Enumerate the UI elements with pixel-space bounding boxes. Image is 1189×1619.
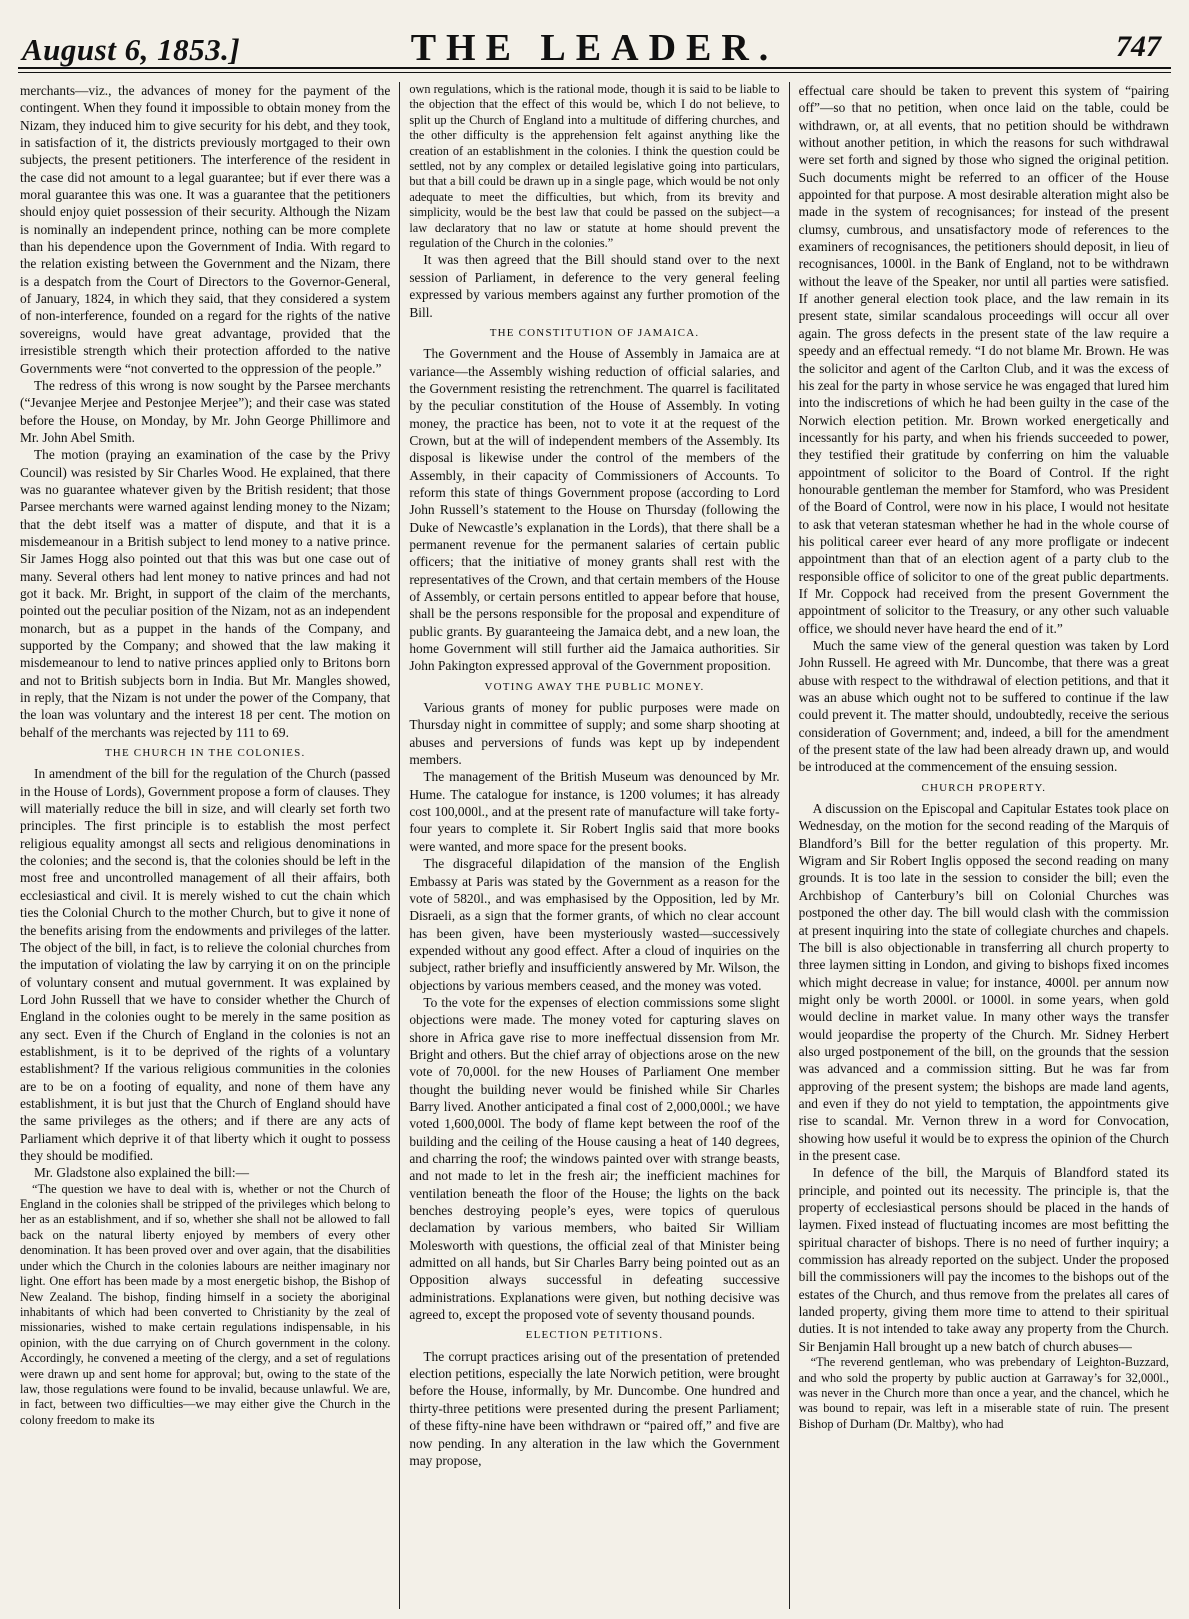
newspaper-title: THE LEADER. xyxy=(410,27,779,69)
column-divider xyxy=(399,82,400,1609)
paragraph: Mr. Gladstone also explained the bill:— xyxy=(34,1165,249,1181)
paragraph: The disgraceful dilapidation of the mansion of the English Embassy at Paris was stated by the Government as a reason for the vote of 5820l., and was emphasised by the Opposition, led by Mr. Disraeli, as a sign that the former grants, of which no clear account has been given, have been mysteriously wasted—successively expended without any good effect. After a cloud of inquiries on the subject, rather briefly and insufficiently answered by Mr. Wilson, the objections by various members ceased, and the money was voted. xyxy=(409,856,780,993)
column-divider xyxy=(789,82,790,1609)
article-columns xyxy=(20,82,1169,1609)
quotation: own regulations, which is the rational mode, though it is said to be liable to the objection that the effect of this would be, which I do not believe, to split up the Church of England into a multitude of differing churches, and the other difficulty is the apprehension felt against anything like the creation of an establishment in the colonies. I think the question could be settled, not by any complex or detailed legislative going into particulars, but that a bill could be drawn up in a single page, which would be not only adequate to meet the difficulties, but which, from its brevity and simplicity, would be the best law that could be passed on the subject—a law declaratory that no law or statute at home should prevent the regulation of the Church in the colonies.” xyxy=(409,82,780,251)
paragraph: merchants—viz., the advances of money for the payment of the contingent. When they found it impossible to obtain money from the Nizam, they induced him to give security for his debt, and they took, in satisfaction of it, the districts previously mortgaged to their own subjects, the present petitioners. The interference of the resident in the case did not amount to a legal guarantee; but if ever there was a moral guarantee this was one. It was a guarantee that the petitioners should enjoy quiet possession of their security. Although the Nizam is nominally an independent prince, nothing can be more complete than his dependence upon the Government of India. With regard to the relation existing between the Government and the Nizam, there is a despatch from the Court of Directors to the Governor-General, of January, 1824, in which they said, that they considered a system of non-interference, founded on a regard for the rights of the native sovereigns, would have great advantage, provided that the irresistible strength which their protection afforded to the native Governments were “not converted to the oppression of the people.” xyxy=(20,83,391,376)
paragraph: The management of the British Museum was denounced by Mr. Hume. The catalogue for instance, is 1200 volumes; it has already cost 100,000l., and at the present rate of manufacture will take forty-four years to complete it. Sir Robert Inglis said that more books were wanted, and more space for the present books. xyxy=(409,769,780,854)
column-1 xyxy=(20,82,390,1609)
column-3 xyxy=(799,82,1169,1609)
paragraph: To the vote for the expenses of election commissions some slight objections were made. The money voted for capturing slaves on shore in Africa gave rise to more ineffectual dissension from Mr. Bright and others. But the chief array of objections arose on the new vote of 70,000l. for the new Houses of Parliament One member thought the building never would be finished while Sir Charles Barry lived. Another anticipated a final cost of 2,000,000l.; we have voted 1,600,000l. The body of flame kept between the roof of the building and the ceiling of the House causing a heat of 140 degrees, and charring the roof; the windows painted over with strange beasts, and not made to let in the fresh air; the inefficient machines for ventilation beneath the floor of the House; the lights on the back benches destroying people’s eyes, were topics of querulous declamation by various members, who baited Sir William Molesworth with questions, the official zeal of that Minister being admitted on all hands, but Sir Charles Barry being pointed out as an Opposition always successful in defeating successive administrations. Explanations were given, but nothing decisive was agreed to, except the proposed vote of seventy thousand pounds. xyxy=(409,994,780,1323)
section-heading: CHURCH PROPERTY. xyxy=(921,781,1047,794)
section-heading: THE CONSTITUTION OF JAMAICA. xyxy=(489,326,700,339)
section-heading: VOTING AWAY THE PUBLIC MONEY. xyxy=(484,680,705,693)
page-number: 747 xyxy=(1116,30,1161,63)
paragraph: In defence of the bill, the Marquis of Blandford stated its principle, and pointed out its necessity. The principle is, that the property of ecclesiastical persons should be placed in the hands of laymen. Fixed instead of fluctuating incomes are most befitting the spiritual character of bishops. There is no need of further inquiry; a commission has already reported on the subject. Under the proposed bill the commissioners will pay the incomes to the bishops out of the estates of the Church, and thus remove from the prelates all cares of landed property, giving them more time to attend to their spiritual duties. It is not intended to take away any property from the Church. Sir Benjamin Hall brought up a new batch of church abuses— xyxy=(798,1165,1169,1354)
paragraph: effectual care should be taken to prevent this system of “pairing off”—so that no petition, when once laid on the table, could be withdrawn, or, at all events, that no petition should be withdrawn without another petition, in which the reasons for such withdrawal were set forth and signed by those who signed the original petition. Such documents might be referred to an officer of the House appointed for that purpose. A most desirable alteration might also be made in the system of recognisances; for instead of the present clumsy, cumbrous, and unsatisfactory mode of references to the examiners of recognisances, the petitioners should deposit, in lieu of recognisances, 1000l. in the Bank of England, not to be withdrawn without the leave of the Speaker, nor until all parties were satisfied. If another general election took place, and the law remain in its present state, similar scandalous proceedings will occur all over again. The gross defects in the present state of the law require a speedy and an effectual remedy. “I do not blame Mr. Brown. He was the solicitor and agent of the Carlton Club, and it was the excess of his zeal for the party in whose service he was engaged that lured him into the indiscretions of which he had been guilty in the case of the Norwich election petition. Mr. Brown worked energetically and incessantly for his party, and when his friends succeeded to power, they testified their gratitude by conferring on him the valuable appointment of solicitor to the Board of Control. If the right honourable gentleman the member for Stamford, who was President of the Board of Control, were now in his place, I would not hesitate to ask that veteran statesman whether he had in the whole course of his political career ever heard of any more profligate or indecent appointment than that of an election agent of a party club to the responsible office of solicitor to one of the great public departments. If Mr. Coppock had received from the present Government the appointment of solicitor to the Treasury, or any other such valuable office, we should never have heard the end of it.” xyxy=(798,83,1169,636)
section-heading: ELECTION PETITIONS. xyxy=(525,1329,664,1342)
paragraph: The Government and the House of Assembly in Jamaica are at variance—the Assembly wishing reduction of official salaries, and the Government resisting the retrenchment. The quarrel is facilitated by the peculiar constitution of the House of Assembly. In voting money, the practice has been, not to vote it at the request of the Crown, but at the will of independent members of the Assembly. Its disposal is likewise under the control of the members of the Assembly, in their capacity of Commissioners of Accounts. To reform this state of things Government propose (according to Lord John Russell’s statement to the House on Thursday (following the Duke of Newcastle’s explanation in the Lords), that there shall be a permanent revenue for the permanent salaries of certain public officers; that the initiative of money grants shall rest with the representatives of the Crown, and that certain members of the House of Assembly, or certain persons entitled to appear before that house, shall be the persons responsible for the proposal and expenditure of public grants. By guaranteeing the Jamaica debt, and a new loan, the home Government will still further aid the Jamaica authorities. Sir John Pakington expressed approval of the Government proposition. xyxy=(409,346,780,674)
column-2 xyxy=(409,82,779,1609)
quotation: “The question we have to deal with is, whether or not the Church of England in the colonies shall be stripped of the privileges which belong to her as an establishment, and if so, whether she shall not be allowed to fall back on the natural liberty enjoyed by members of every other denomination. It has been proved over and over again, that the disabilities under which the Church in the colonies labours are neither imaginary nor light. One effort has been made by a most energetic bishop, the Bishop of New Zealand. The bishop, finding himself in a society the aboriginal inhabitants of which had been converted to Christianity by the zeal of missionaries, wished to make certain regulations indispensable, in his opinion, with the due carrying on of Church government in the colony. Accordingly, he convened a meeting of the clergy, and a set of regulations were drawn up and sent home for approval; but, owing to the state of the law, those regulations were found to be invalid, because unlawful. We are, in fact, between two difficulties—we may either give the Church in the colony freedom to make its xyxy=(20,1181,391,1427)
paragraph: It was then agreed that the Bill should stand over to the next session of Parliament, in deference to the very general feeling expressed by various members against any further promotion of the Bill. xyxy=(409,252,780,320)
quotation: “The reverend gentleman, who was prebendary of Leighton-Buzzard, and who sold the property by public auction at Garraway’s for 32,000l., was never in the Church more than once a year, and the chancel, which he was bound to repair, was left in a miserable state of ruin. The present Bishop of Durham (Dr. Maltby), who had xyxy=(798,1355,1169,1431)
paragraph: The corrupt practices arising out of the presentation of pretended election petitions, especially the late Norwich petition, were brought before the House, informally, by Mr. Duncombe. One hundred and thirty-three petitions were presented during the present Parliament; of these fifty-nine have been withdrawn or “paired off,” and five are now pending. In any alteration in the law which the Government may propose, xyxy=(409,1348,780,1468)
section-heading: THE CHURCH IN THE COLONIES. xyxy=(104,747,306,760)
header-rule xyxy=(18,67,1171,69)
masthead xyxy=(18,22,1171,72)
paragraph: Various grants of money for public purposes were made on Thursday night in committee of supply; and some sharp shooting at abuses and perversions of funds was kept up by independent members. xyxy=(409,700,780,768)
paragraph: The motion (praying an examination of the case by the Privy Council) was resisted by Sir Charles Wood. He explained, that there was no guarantee whatever given by the British resident; that those Parsee merchants were warned against lending money to the Nizam; that the debt itself was a matter of dispute, and that it is a misdemeanour in a British subject to lend money to a native prince. Sir James Hogg also pointed out that this was but one case out of many. Several others had lent money to native princes and had not got it back. Mr. Bright, in support of the claim of the merchants, pointed out the peculiar position of the Nizam, not as an independent monarch, but as a puppet in the hands of the Company, and supported by the Company; and showed that the law making it misdemeanour to lend to native princes applied only to Britons born and not to British subjects born in India. But Mr. Mangles showed, in reply, that the Nizam is not under the power of the Company, that the loan was voluntary and the interest 18 per cent. The motion on behalf of the merchants was rejected by 111 to 69. xyxy=(20,447,391,740)
paragraph: In amendment of the bill for the regulation of the Church (passed in the House of Lords), Government propose a form of clauses. They will materially reduce the bill in size, and will clearly set forth two principles. The first principle is to establish the most perfect religious equality amongst all sects and religious denominations in the colonies; and the second is, that the colonies should be left in the most free and uncontrolled management of all their affairs, both ecclesiastical and civil. It is merely wished to cut the chain which ties the Colonial Church to the mother Church, but to give it none of the benefits arising from the endowments and privileges of the latter. The object of the bill, in fact, is to relieve the colonial churches from the imputation of violating the law by carrying it on on the principle of voluntary consent and mutual government. It was explained by Lord John Russell that we have to consider whether the Church of England in the colonies ought to be merely in the same position as any sect. Even if the Church of England in the colonies is not an establishment, is it to be deprived of the rights of a voluntary establishment? If the various religious communities in the colonies are to be on a footing of equality, and none of them have any establishment, it is but just that the Church of England should have the same privileges as the others; and if there are any acts of Parliament which deprive it of that liberty which it ought to possess they should be modified. xyxy=(20,766,391,1163)
header-rule-thin xyxy=(18,72,1171,73)
paragraph: A discussion on the Episcopal and Capitular Estates took place on Wednesday, on the motion for the second reading of the Marquis of Blandford’s Bill for the better regulation of this property. Mr. Wigram and Sir Robert Inglis opposed the second reading on many grounds. It is too late in the session to consider the bill; even the Archbishop of Canterbury’s bill on Colonial Churches was postponed the other day. The bill would clash with the commission at present inquiring into the state of collegiate churches and chapels. The bill is also objectionable in transferring all church property to three laymen sitting in London, and giving to bishops fixed incomes which might decrease in value; for instance, 4000l. per annum now might only be worth 2000l. or 1000l. in some years, when gold would decline in market value. In many other ways the transfer would jeopardise the property of the Church. Mr. Sidney Herbert also urged postponement of the bill, on the grounds that the session was advanced and a commission sitting. But he was far from approving of the present system; the bishops are made land agents, and even if they do not yield to temptation, the appointments give rise to scandal. Mr. Vernon threw in a word for Convocation, showing how useful it would be to express the opinion of the Church in the present case. xyxy=(798,801,1169,1163)
paragraph: Much the same view of the general question was taken by Lord John Russell. He agreed with Mr. Duncombe, that there was a great abuse with respect to the withdrawal of election petitions, and that it was an abuse which ought not to be suffered to continue if the law could prevent it. The matter should, undoubtedly, receive the serious consideration of Government; and, indeed, a bill for the amendment of the present state of the law had been already drawn up, and would be introduced at the commencement of the ensuing session. xyxy=(798,638,1169,775)
issue-date: August 6, 1853.] xyxy=(22,32,241,67)
paragraph: The redress of this wrong is now sought by the Parsee merchants (“Jevanjee Merjee and Pestonjee Merjee”); and their case was stated before the House, on Monday, by Mr. John George Phillimore and Mr. John Abel Smith. xyxy=(20,377,391,445)
